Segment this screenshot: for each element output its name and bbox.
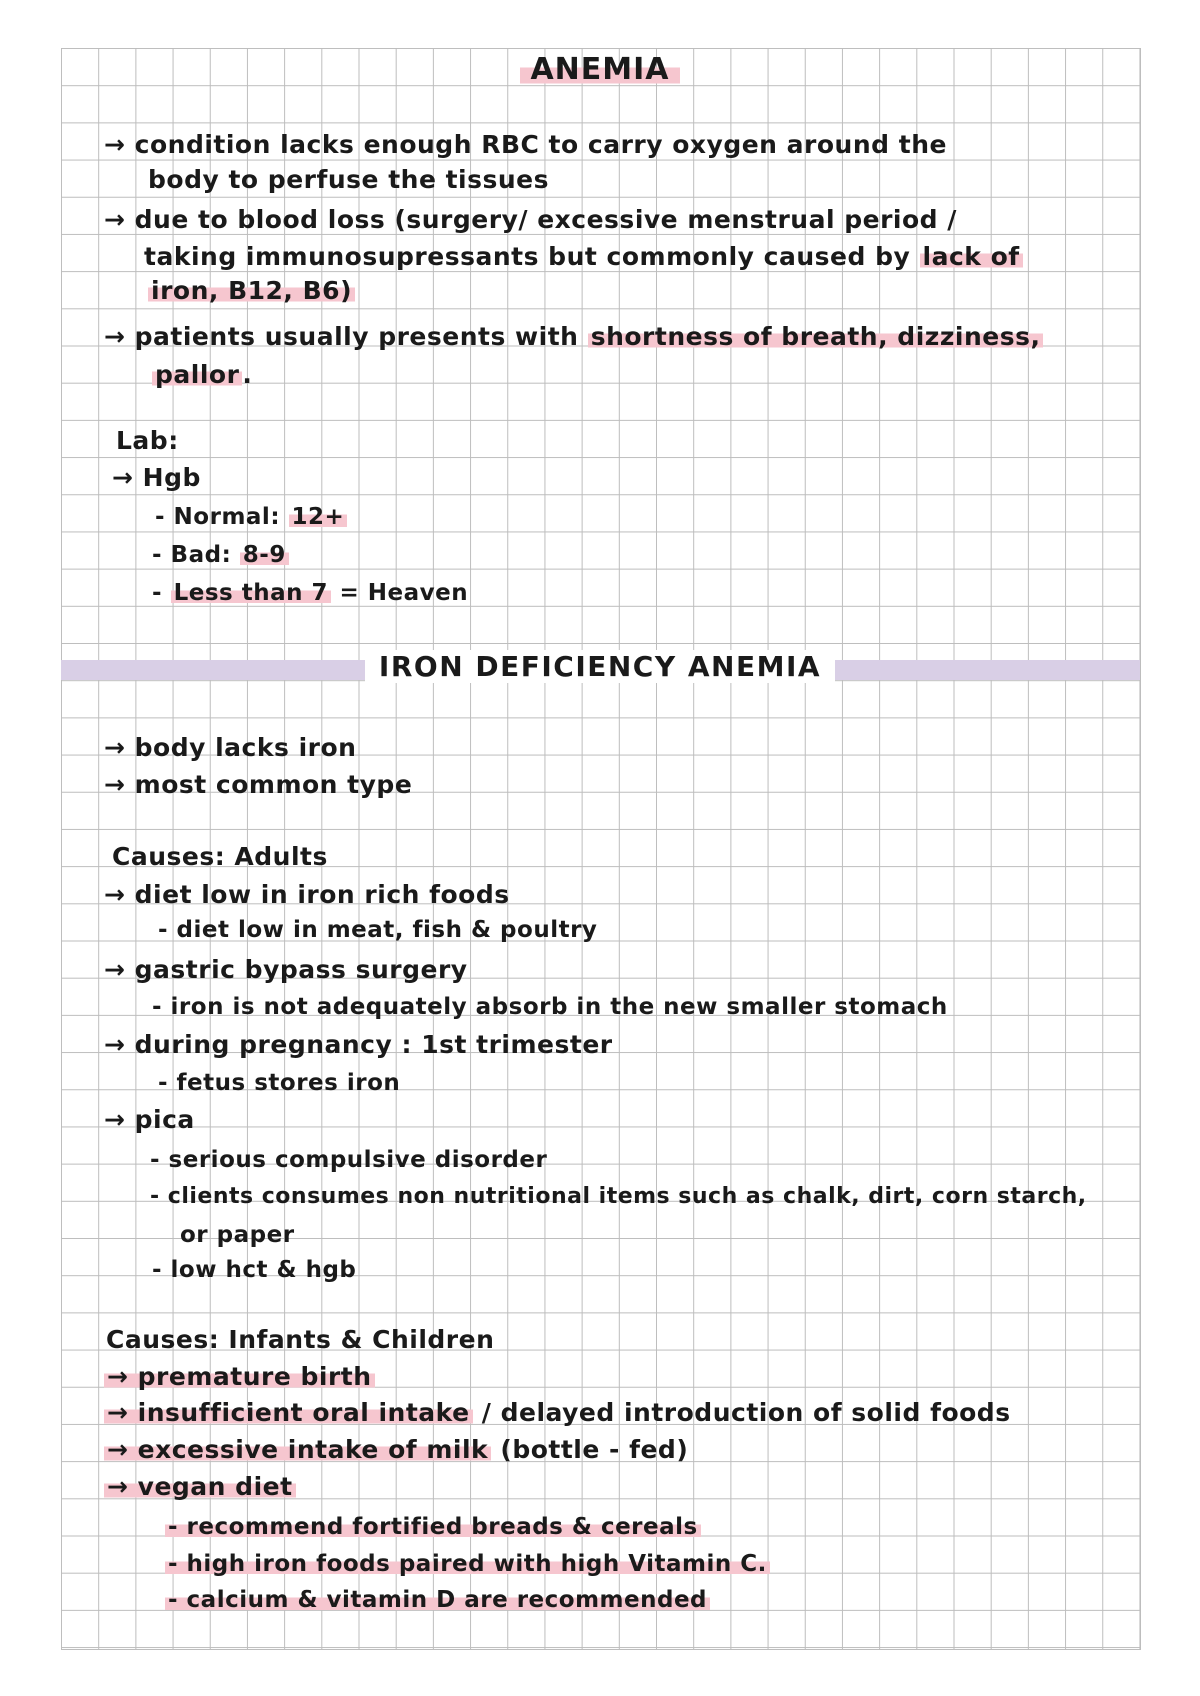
highlight: shortness of breath, dizziness,	[588, 322, 1044, 351]
ida-point-2: → most common type	[104, 770, 413, 799]
adults-line: → gastric bypass surgery	[104, 955, 468, 984]
children-heading: Causes: Infants & Children	[106, 1325, 495, 1354]
lab-normal: - Normal: 12+	[155, 502, 347, 532]
adults-line: - fetus stores iron	[158, 1070, 401, 1096]
highlight: lack of	[920, 242, 1023, 271]
children-line: → insufficient oral intake / delayed introduction of solid foods	[104, 1398, 1011, 1428]
adults-line: - diet low in meat, fish & poultry	[158, 917, 598, 943]
anemia-point-2-cont: taking immunosupressants but commonly caused by lack of	[144, 242, 1023, 272]
lab-heading: Lab:	[116, 426, 179, 455]
adults-line: - clients consumes non nutritional items such as chalk, dirt, corn starch,	[150, 1184, 1087, 1209]
adults-line: - low hct & hgb	[152, 1257, 357, 1283]
children-line: - recommend fortified breads & cereals	[165, 1512, 701, 1542]
adults-line: → diet low in iron rich foods	[104, 880, 510, 909]
adults-line: → pica	[104, 1105, 195, 1134]
ida-point-1: → body lacks iron	[104, 733, 357, 762]
lab-less: - Less than 7 = Heaven	[152, 580, 469, 606]
adults-line: → during pregnancy : 1st trimester	[104, 1030, 613, 1059]
anemia-point-2-cont2: iron, B12, B6)	[148, 276, 355, 306]
adults-line: - serious compulsive disorder	[150, 1147, 548, 1173]
lab-hgb: → Hgb	[112, 463, 201, 492]
adults-heading: Causes: Adults	[112, 842, 328, 871]
anemia-point-1: → condition lacks enough RBC to carry oxygen around the	[104, 130, 947, 159]
children-line: - calcium & vitamin D are recommended	[165, 1585, 710, 1615]
anemia-point-3: → patients usually presents with shortness of breath, dizziness,	[104, 322, 1043, 352]
children-line: → premature birth	[104, 1362, 375, 1392]
page-title: ANEMIA	[0, 52, 1200, 87]
anemia-point-1-cont: body to perfuse the tissues	[148, 165, 550, 194]
section-title: IRON DEFICIENCY ANEMIA	[0, 650, 1200, 683]
anemia-point-2: → due to blood loss (surgery/ excessive menstrual period /	[104, 205, 957, 234]
lab-bad: - Bad: 8-9	[152, 540, 289, 570]
children-line: - high iron foods paired with high Vitamin C.	[165, 1549, 770, 1579]
children-line: → excessive intake of milk (bottle - fed)	[104, 1435, 688, 1465]
adults-line: - iron is not adequately absorb in the new smaller stomach	[152, 994, 948, 1020]
adults-line: or paper	[180, 1222, 295, 1248]
children-line: → vegan diet	[104, 1472, 296, 1502]
anemia-point-3-cont: pallor .	[152, 360, 252, 390]
